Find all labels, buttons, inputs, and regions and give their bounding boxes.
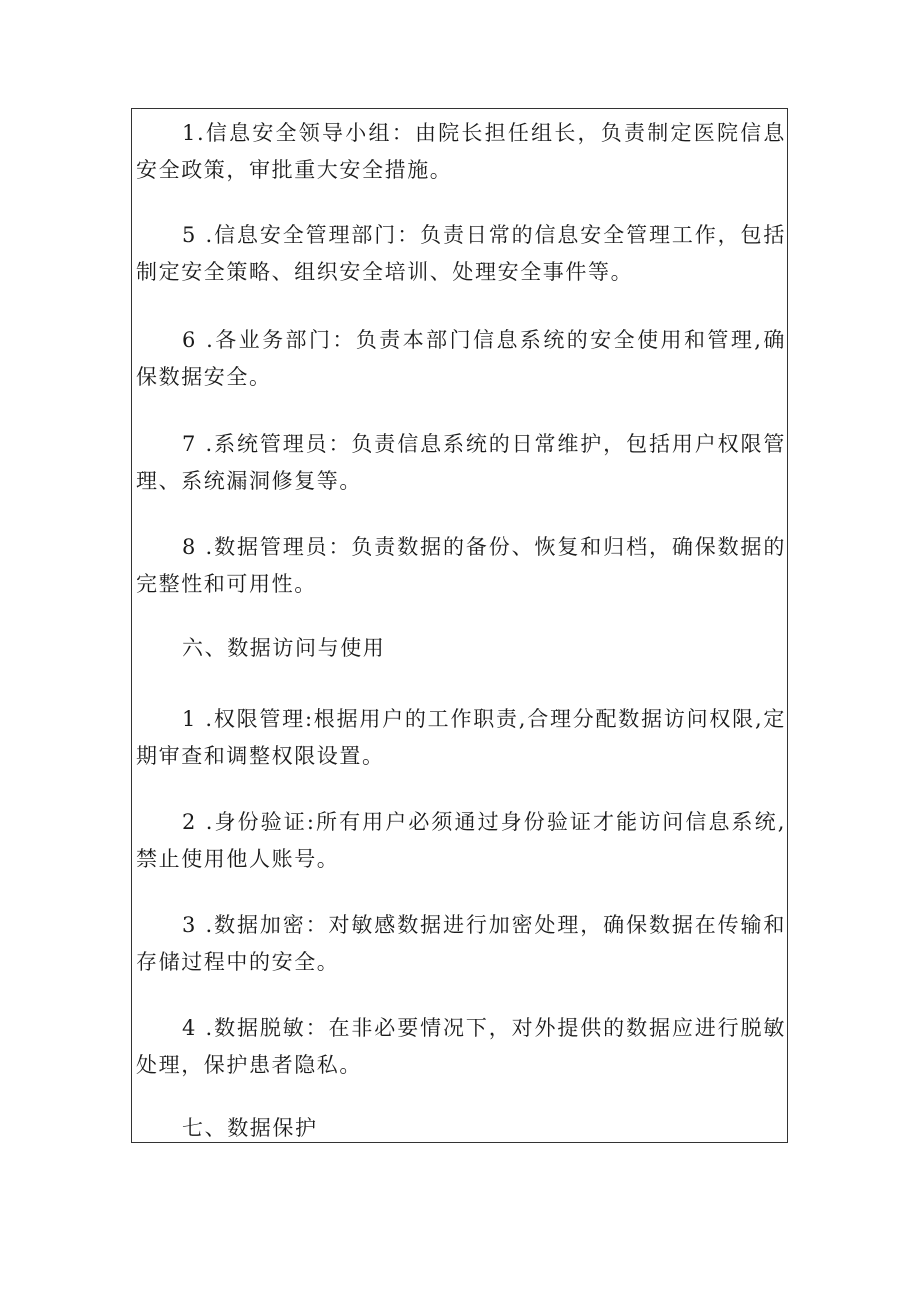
paragraph-permission-management: 1 .权限管理:根据用户的工作职责,合理分配数据访问权限,定期审查和调整权限设置。 <box>136 707 786 768</box>
section-heading-data-protection: 七、数据保护 <box>182 1116 318 1140</box>
paragraph-security-management-dept: 5 .信息安全管理部门：负责日常的信息安全管理工作，包括制定安全策略、组织安全培训、处理安全事件等。 <box>136 223 786 284</box>
paragraph-identity-verification: 2 .身份验证:所有用户必须通过身份验证才能访问信息系统,禁止使用他人账号。 <box>136 810 786 871</box>
paragraph-business-departments: 6 .各业务部门：负责本部门信息系统的安全使用和管理,确保数据安全。 <box>136 328 786 389</box>
section-heading-data-access: 六、数据访问与使用 <box>182 636 386 660</box>
paragraph-data-encryption: 3 .数据加密：对敏感数据进行加密处理，确保数据在传输和存储过程中的安全。 <box>136 913 786 974</box>
paragraph-data-administrator: 8 .数据管理员：负责数据的备份、恢复和归档，确保数据的完整性和可用性。 <box>136 535 786 596</box>
paragraph-leadership-group: 1.信息安全领导小组：由院长担任组长，负责制定医院信息安全政策，审批重大安全措施。 <box>136 121 786 182</box>
paragraph-system-administrator: 7 .系统管理员：负责信息系统的日常维护，包括用户权限管理、系统漏洞修复等。 <box>136 432 786 493</box>
paragraph-data-masking: 4 .数据脱敏：在非必要情况下，对外提供的数据应进行脱敏处理，保护患者隐私。 <box>136 1016 786 1077</box>
